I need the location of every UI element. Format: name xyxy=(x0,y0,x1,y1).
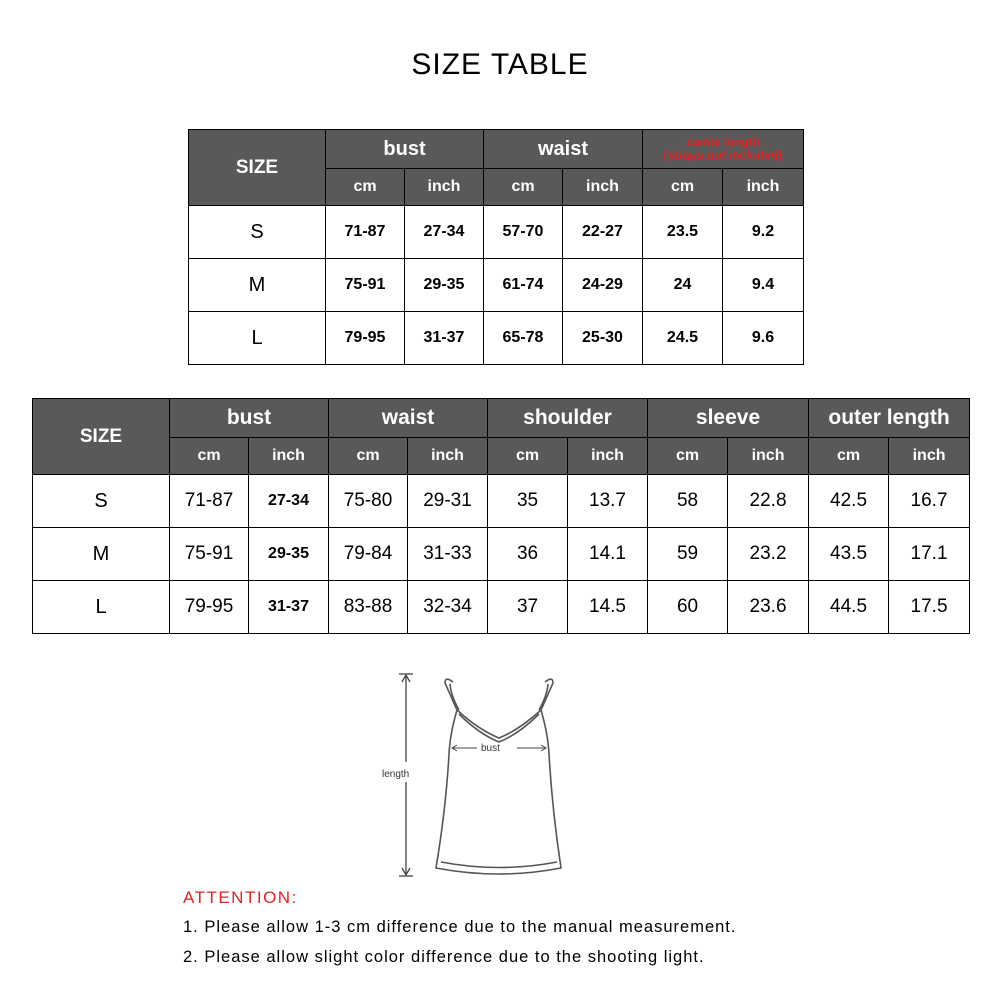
table-cell: 79-95 xyxy=(326,312,405,365)
unit-header: inch xyxy=(405,169,484,206)
table-cell: 23.5 xyxy=(643,206,723,259)
unit-header: inch xyxy=(408,438,488,475)
table-row xyxy=(189,206,804,259)
table-cell: 9.6 xyxy=(723,312,804,365)
table-cell: 79-84 xyxy=(329,528,408,581)
size-table-camis xyxy=(188,129,804,365)
table-cell: 25-30 xyxy=(563,312,643,365)
size-label: L xyxy=(189,312,326,365)
table-row xyxy=(33,475,970,528)
table-cell: 58 xyxy=(648,475,728,528)
unit-header: cm xyxy=(484,169,563,206)
table-cell: 31-37 xyxy=(249,581,329,634)
unit-header: cm xyxy=(326,169,405,206)
bust-label: bust xyxy=(481,743,500,754)
table-cell: 29-35 xyxy=(249,528,329,581)
table-cell: 9.2 xyxy=(723,206,804,259)
attention-note: 1. Please allow 1-3 cm difference due to the manual measurement. xyxy=(183,918,737,936)
unit-header: inch xyxy=(889,438,970,475)
bust-header: bust xyxy=(326,130,484,169)
table-row xyxy=(33,528,970,581)
table-cell: 75-91 xyxy=(170,528,249,581)
table-cell: 32-34 xyxy=(408,581,488,634)
table-cell: 57-70 xyxy=(484,206,563,259)
table-cell: 24.5 xyxy=(643,312,723,365)
bust-header: bust xyxy=(170,399,329,438)
table-cell: 16.7 xyxy=(889,475,970,528)
table-row xyxy=(189,312,804,365)
outer-length-header: outer length xyxy=(809,399,970,438)
table-cell: 22-27 xyxy=(563,206,643,259)
camis-length-header xyxy=(643,130,804,169)
camis-length-note: (straps not included) xyxy=(663,148,783,162)
table-cell: 65-78 xyxy=(484,312,563,365)
table-cell: 31-33 xyxy=(408,528,488,581)
unit-header: cm xyxy=(648,438,728,475)
table-cell: 17.5 xyxy=(889,581,970,634)
unit-header: inch xyxy=(568,438,648,475)
unit-header: cm xyxy=(329,438,408,475)
unit-header: inch xyxy=(249,438,329,475)
table-row xyxy=(189,259,804,312)
shoulder-header: shoulder xyxy=(488,399,648,438)
table-cell: 83-88 xyxy=(329,581,408,634)
unit-header: cm xyxy=(643,169,723,206)
unit-header: cm xyxy=(488,438,568,475)
table-cell: 75-91 xyxy=(326,259,405,312)
table-cell: 29-35 xyxy=(405,259,484,312)
unit-header: inch xyxy=(723,169,804,206)
table-cell: 23.2 xyxy=(728,528,809,581)
waist-header: waist xyxy=(329,399,488,438)
table-cell: 29-31 xyxy=(408,475,488,528)
table-cell: 22.8 xyxy=(728,475,809,528)
unit-header: cm xyxy=(170,438,249,475)
table-cell: 60 xyxy=(648,581,728,634)
size-table-top xyxy=(32,398,970,634)
table-cell: 71-87 xyxy=(170,475,249,528)
table-cell: 9.4 xyxy=(723,259,804,312)
size-label: S xyxy=(189,206,326,259)
table-cell: 42.5 xyxy=(809,475,889,528)
table-cell: 43.5 xyxy=(809,528,889,581)
size-label: S xyxy=(33,475,170,528)
table-row xyxy=(33,581,970,634)
table-cell: 61-74 xyxy=(484,259,563,312)
table-cell: 27-34 xyxy=(405,206,484,259)
table-cell: 24-29 xyxy=(563,259,643,312)
camisole-outline xyxy=(436,679,561,874)
camisole-diagram xyxy=(375,668,575,883)
table-cell: 27-34 xyxy=(249,475,329,528)
waist-header: waist xyxy=(484,130,643,169)
size-header: SIZE xyxy=(33,399,170,475)
attention-note: 2. Please allow slight color difference due to the shooting light. xyxy=(183,948,705,966)
size-label: M xyxy=(189,259,326,312)
unit-header: cm xyxy=(809,438,889,475)
table-cell: 24 xyxy=(643,259,723,312)
length-label: length xyxy=(382,769,410,780)
unit-header: inch xyxy=(563,169,643,206)
table-cell: 37 xyxy=(488,581,568,634)
table-cell: 71-87 xyxy=(326,206,405,259)
table-cell: 31-37 xyxy=(405,312,484,365)
size-label: M xyxy=(33,528,170,581)
page-title: SIZE TABLE xyxy=(411,48,589,81)
table-cell: 17.1 xyxy=(889,528,970,581)
table-cell: 13.7 xyxy=(568,475,648,528)
unit-header: inch xyxy=(728,438,809,475)
table-cell: 14.5 xyxy=(568,581,648,634)
table-cell: 59 xyxy=(648,528,728,581)
attention-heading: ATTENTION: xyxy=(183,888,298,907)
table-cell: 35 xyxy=(488,475,568,528)
table-cell: 36 xyxy=(488,528,568,581)
table-cell: 23.6 xyxy=(728,581,809,634)
camis-length-label: camis length xyxy=(686,135,760,149)
table-cell: 75-80 xyxy=(329,475,408,528)
table-cell: 44.5 xyxy=(809,581,889,634)
size-header: SIZE xyxy=(189,130,326,206)
table-cell: 14.1 xyxy=(568,528,648,581)
sleeve-header: sleeve xyxy=(648,399,809,438)
size-label: L xyxy=(33,581,170,634)
table-cell: 79-95 xyxy=(170,581,249,634)
